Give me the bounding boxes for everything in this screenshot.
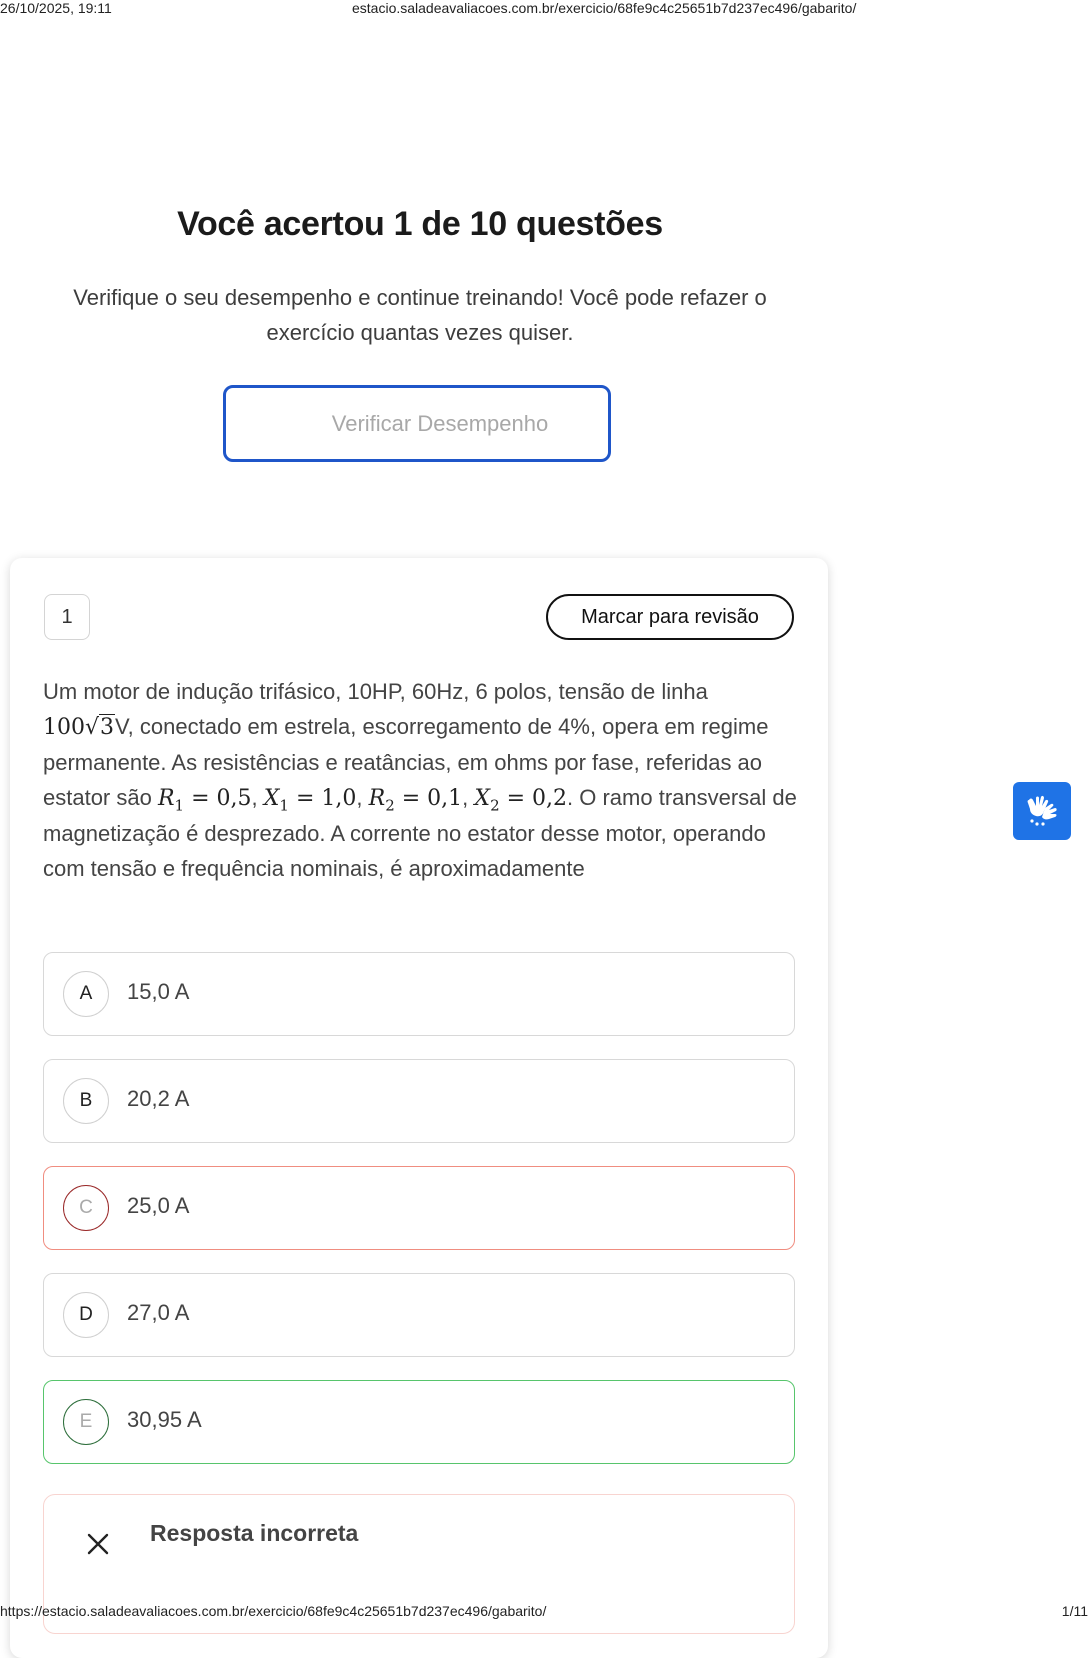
voltage-root: 3 (100, 715, 115, 740)
option-text: 27,0 A (127, 1300, 190, 1325)
r2-formula: $R_2 = 0,1$ (368, 786, 463, 815)
option-letter: C (63, 1185, 109, 1231)
page-title: Você acertou 1 de 10 questões (177, 205, 663, 243)
feedback-title: Resposta incorreta (150, 1520, 359, 1546)
verify-performance-label: Verificar Desempenho (331, 410, 549, 436)
option-a[interactable] (43, 952, 795, 1036)
option-text: 30,95 A (127, 1407, 202, 1432)
option-letter: E (63, 1399, 109, 1445)
print-url: estacio.saladeavaliacoes.com.br/exercicio/68fe9c4c25651b7d237ec496/gabarito/ (352, 0, 857, 16)
option-text: 25,0 A (127, 1193, 190, 1218)
option-text: 15,0 A (127, 979, 190, 1004)
option-c[interactable] (43, 1166, 795, 1250)
print-header (0, 0, 1092, 20)
option-e[interactable] (43, 1380, 795, 1464)
verify-performance-button[interactable] (223, 385, 611, 462)
voltage-formula (43, 714, 115, 740)
statement-text-2: V, conectado em estrela, escorregamento de 4%, opera em regime permanente. As resistências e reatâncias, em ohms por fase, referidas ao estator são (43, 714, 769, 810)
question-statement: Um motor de indução trifásico, 10HP, 60Hz, 6 polos, tensão de linha 100√3V, conectado em estrela, escorregamento de 4%, opera em regime permanente. As resistências e reatâncias, em ohms por fase, referidas ao estator são $R_1 = 0,5$, $X_1 = 1,0$, $R_2 = 0,1$, $X_2 = 0,2$. O ramo transversal de magnetização é desprezado. A corrente no estator desse motor, operando com tensão e frequência nominais, é aproximadamente (43, 679, 797, 881)
sign-language-button[interactable] (1013, 782, 1071, 840)
print-date: 26/10/2025, 19:11 (0, 0, 112, 16)
statement-text-3: . O ramo transversal de magnetização é desprezado. A corrente no estator desse motor, operando com tensão e frequência nominais, é aproximadamente (43, 785, 797, 881)
x2-formula: $X_2 = 0,2$ (474, 786, 568, 815)
option-letter: D (63, 1292, 109, 1338)
x1-formula: $X_1 = 1,0$ (263, 786, 357, 815)
mark-for-review-button[interactable]: Marcar para revisão (546, 594, 794, 640)
sqrt-symbol: √3 (85, 715, 115, 740)
option-text: 20,2 A (127, 1086, 190, 1111)
voltage-coefficient: 100 (43, 715, 85, 740)
page-subtitle: Verifique o seu desempenho e continue treinando! Você pode refazer o exercício quantas vezes quiser. (73, 285, 767, 345)
question-number-badge: 1 (44, 594, 90, 640)
option-letter: B (63, 1078, 109, 1124)
print-footer (0, 1603, 1092, 1623)
statement-text-1: Um motor de indução trifásico, 10HP, 60Hz, 6 polos, tensão de linha (43, 679, 708, 704)
option-d[interactable] (43, 1273, 795, 1357)
sign-language-hands-icon (1023, 792, 1061, 830)
print-page-number: 1/11 (1061, 1603, 1088, 1619)
print-footer-url: https://estacio.saladeavaliacoes.com.br/exercicio/68fe9c4c25651b7d237ec496/gabarito/ (0, 1603, 547, 1619)
close-icon (86, 1532, 110, 1556)
r1-formula: $R_1 = 0,5$ (157, 786, 252, 815)
option-letter: A (63, 971, 109, 1017)
option-b[interactable] (43, 1059, 795, 1143)
